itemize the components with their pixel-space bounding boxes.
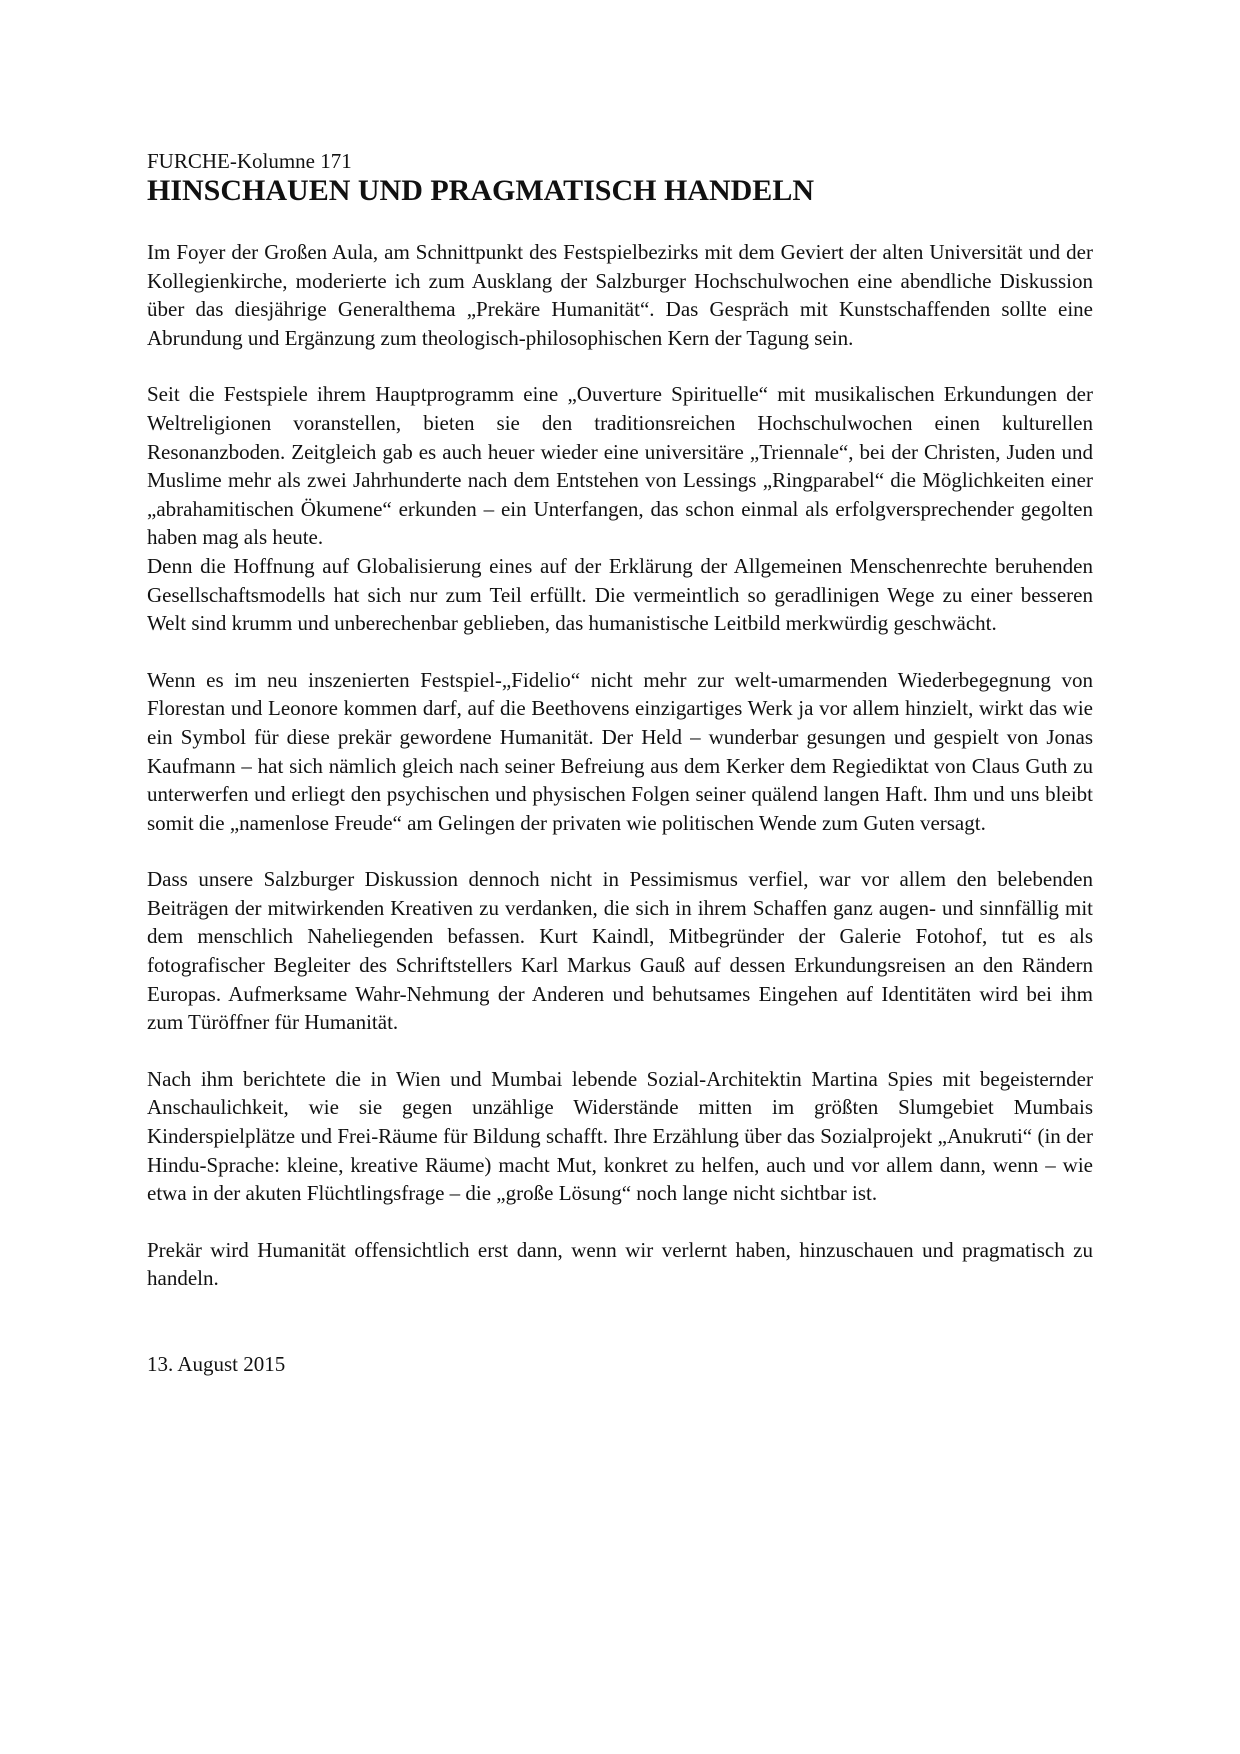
paragraph-gap <box>147 837 1093 865</box>
paragraph-gap <box>147 1208 1093 1236</box>
paragraph-gap <box>147 638 1093 666</box>
paragraph-gap <box>147 352 1093 380</box>
paragraph-1: Im Foyer der Großen Aula, am Schnittpunkt des Festspielbezirks mit dem Geviert der alten Universität und der Kollegienkirche, moderierte ich zum Ausklang der Salzburger Hochschulwochen eine abendliche Diskussion über das diesjährige Generalthema „Prekäre Humanität“. Das Gespräch mit Kunstschaffenden sollte eine Abrundung und Ergänzung zum theologisch-philosophischen Kern der Tagung sein. <box>147 240 1093 350</box>
paragraph-7: Prekär wird Humanität offensichtlich erst dann, wenn wir verlernt haben, hinzuschauen und pragmatisch zu handeln. <box>147 1237 1093 1291</box>
document-page <box>147 148 1093 1399</box>
paragraph-5: Dass unsere Salzburger Diskussion dennoch nicht in Pessimismus verfiel, war vor allem den belebenden Beiträgen der mitwirkenden Kreativen zu verdanken, die sich in ihrem Schaffen ganz augen- und sinnfällig mit dem menschlich Naheliegenden befassen. Kurt Kaindl, Mitbegründer der Galerie Fotohof, tut es als fotografischer Begleiter des Schriftstellers Karl Markus Gauß auf dessen Erkundungsreisen an den Rändern Europas. Aufmerksame Wahr-Nehmung der Anderen und behutsames Eingehen auf Identitäten wird bei ihm zum Türöffner für Humanität. <box>147 867 1093 1035</box>
article-title: HINSCHAUEN UND PRAGMATISCH HANDELN <box>147 174 814 207</box>
paragraph-6: Nach ihm berichtete die in Wien und Mumbai lebende Sozial-Architektin Martina Spies mit begeisternder Anschaulichkeit, wie sie gegen unzählige Widerstände mitten im größten Slumgebiet Mumbais Kinderspielplätze und Frei-Räume für Bildung schafft. Ihre Erzählung über das Sozialprojekt „Anukruti“ (in der Hindu-Sprache: kleine, kreative Räume) macht Mut, konkret zu helfen, auch und vor allem dann, wenn – wie etwa in der akuten Flüchtlingsfrage – die „große Lösung“ noch lange nicht sichtbar ist. <box>147 1066 1093 1206</box>
paragraph-gap <box>147 1037 1093 1065</box>
column-label: FURCHE-Kolumne 171 <box>147 149 352 173</box>
paragraph-2: Seit die Festspiele ihrem Hauptprogramm eine „Ouverture Spirituelle“ mit musikalischen Erkundungen der Weltreligionen voranstellen, bieten sie den traditionsreichen Hochschulwochen einen kulturellen Resonanzboden. Zeitgleich gab es auch heuer wieder eine universitäre „Triennale“, bei der Christen, Juden und Muslime mehr als zwei Jahrhunderte nach dem Entstehen von Lessings „Ringparabel“ die Möglichkeiten einer „abrahamitischen Ökumene“ erkunden – ein Unterfangen, das schon einmal als erfolgversprechender gegolten haben mag als heute. <box>147 382 1093 550</box>
paragraph-4: Wenn es im neu inszenierten Festspiel-„Fidelio“ nicht mehr zur welt-umarmenden Wiederbegegnung von Florestan und Leonore kommen darf, auf die Beethovens einzigartiges Werk ja vor allem hinzielt, wirkt das wie ein Symbol für diese prekär gewordene Humanität. Der Held – wunderbar gesungen und gespielt von Jonas Kaufmann – hat sich nämlich gleich nach seiner Befreiung aus dem Kerker dem Regiediktat von Claus Guth zu unterwerfen und erliegt den psychischen und physischen Folgen seiner quälend langen Haft. Ihm und uns bleibt somit die „namenlose Freude“ am Gelingen der privaten wie politischen Wende zum Guten versagt. <box>147 667 1093 835</box>
publication-date: 13. August 2015 <box>147 1352 286 1376</box>
paragraph-3: Denn die Hoffnung auf Globalisierung eines auf der Erklärung der Allgemeinen Menschenrechte beruhenden Gesellschaftsmodells hat sich nur zum Teil erfüllt. Die vermeintlich so geradlinigen Wege zu einer besseren Welt sind krumm und unberechenbar geblieben, das humanistische Leitbild merkwürdig geschwächt. <box>147 553 1093 636</box>
